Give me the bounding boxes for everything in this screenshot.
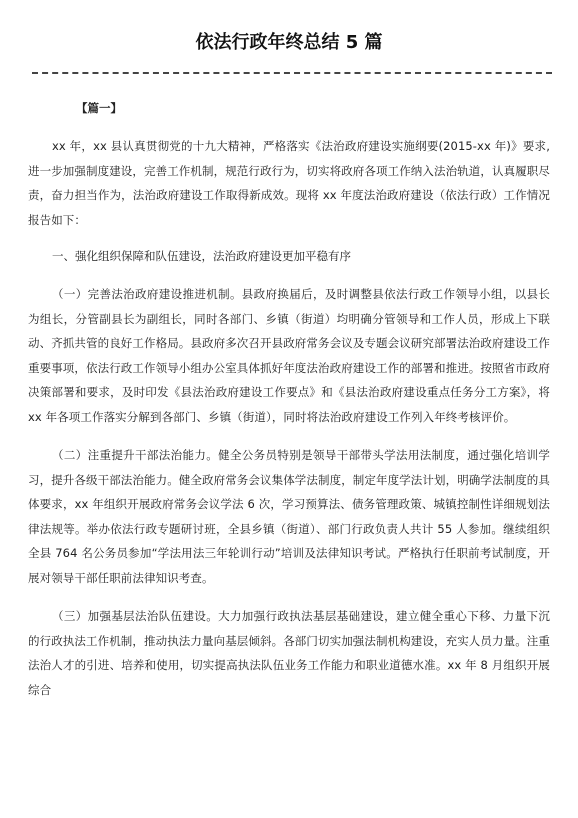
section-tag: 【篇一】: [76, 101, 122, 115]
dashed-divider: [32, 72, 552, 74]
paragraph-capability: （二）注重提升干部法治能力。健全公务员特别是领导干部带头学法用法制度，通过强化培训学习，提升各级干部法治能力。健全政府常务会议集体学法制度，制定年度学法计划，明确学法制度的具体要求，xx 年组织开展政府常务会议学法 6 次，学习预算法、债务管理政策、城镇控制性详细规划法律法规等。举办依法行政专题研讨班，全县乡镇（街道）、部门行政负责人共计 55 人参加。继续组织全县 764 名公务员参加“学法用法三年轮训行动”培训及法律知识考试。严格执行任职前考试制度，开展对领导干部任职前法律知识考查。: [28, 448, 550, 585]
document-title: 依法行政年终总结 5 篇: [195, 32, 383, 53]
intro-paragraph: xx 年，xx 县认真贯彻党的十九大精神，严格落实《法治政府建设实施纲要(2015-xx 年)》要求,进一步加强制度建设，完善工作机制，规范行政行为，切实将政府各项工作纳入法治轨道，认真履职尽责，奋力担当作为，法治政府建设工作取得新成效。现将 xx 年度法治政府建设（依法行政）工作情况报告如下：: [28, 139, 550, 227]
paragraph-mechanism: （一）完善法治政府建设推进机制。县政府换届后，及时调整县依法行政工作领导小组，以县长为组长，分管副县长为副组长，同时各部门、乡镇（街道）均明确分管领导和工作人员，形成上下联动、齐抓共管的良好工作格局。县政府多次召开县政府常务会议及专题会议研究部署法治政府建设工作重要事项，依法行政工作领导小组办公室具体抓好年度法治政府建设工作的部署和推进。按照省市政府决策部署和要求，及时印发《县法治政府建设工作要点》和《县法治政府建设重点任务分工方案》，将 xx 年各项工作落实分解到各部门、乡镇（街道），同时将法治政府建设工作列入年终考核评价。: [28, 287, 550, 424]
paragraph-team-building: （三）加强基层法治队伍建设。大力加强行政执法基层基础建设，建立健全重心下移、力量下沉的行政执法工作机制，推动执法力量向基层倾斜。各部门切实加强法制机构建设，充实人员力量。注重法治人才的引进、培养和使用，切实提高执法队伍业务工作能力和职业道德水准。xx 年 8 月组织开展综合: [28, 609, 550, 697]
section-heading: 一、强化组织保障和队伍建设，法治政府建设更加平稳有序: [52, 249, 351, 263]
